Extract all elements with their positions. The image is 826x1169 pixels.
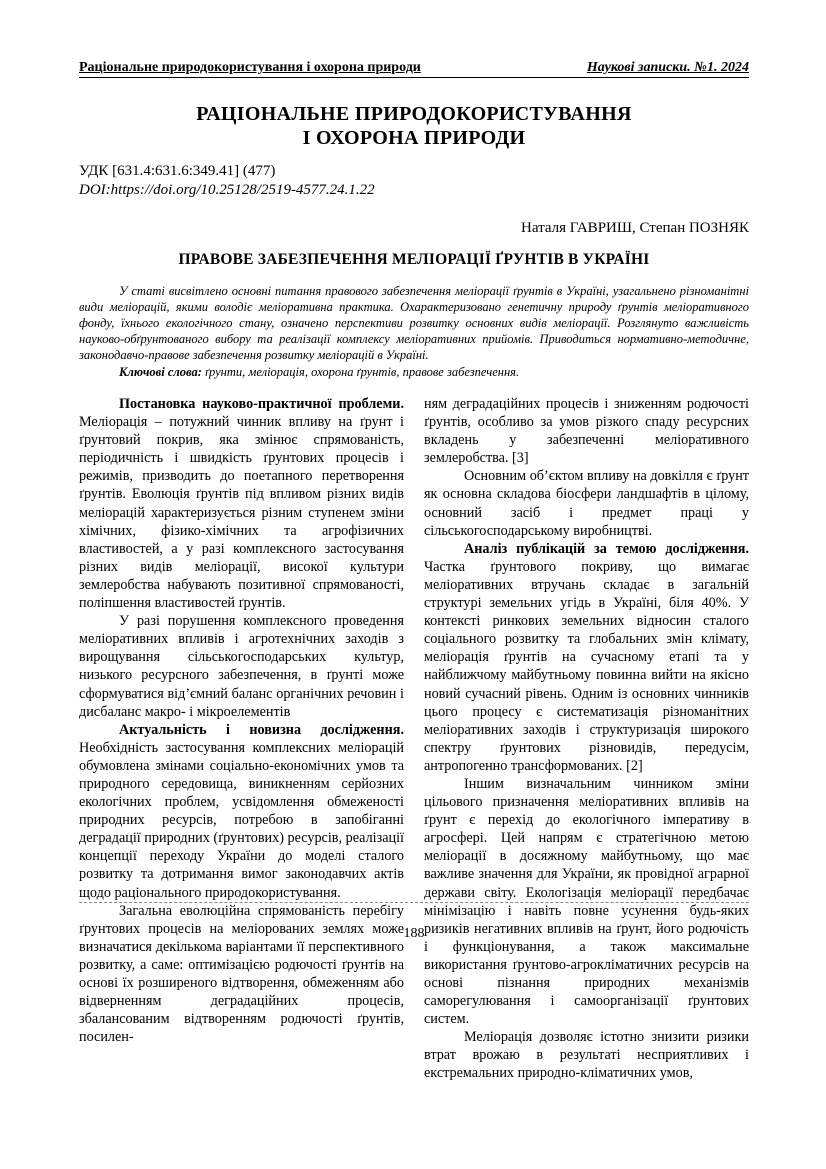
paragraph: [79, 395, 404, 612]
doi-link[interactable]: DOI:https://doi.org/10.25128/2519-4577.24.1.22: [79, 182, 375, 198]
paragraph: Іншим визначальним чинником зміни цільового призначення меліоративних впливів на ґрунт є перехід до екологічного імперативу в агросфері. Цей напрям є стратегічною метою меліорації в досяжному майбутньому, що має важливе значення для України, як провідної аграрної держави світу. Екологізація меліорації передбачає мінімізацію і навіть повне усунення будь-яких ризиків негативних впливів на ґрунт, його родючість і функціонування, а також максимальне використання ґрунтово-агрокліматичних ресурсів на основі пізнання природних механізмів саморегулювання і самоорганізації ґрунтових систем.: [424, 775, 749, 1028]
section-title: [79, 102, 749, 150]
paragraph: [79, 721, 404, 902]
paragraph-text: Меліорація – потужний чинник впливу на ґрунт і ґрунтовий покрив, яка змінює спрямованість, періодичність і швидкість ґрунтових процесів і режимів, призводить до поетапного перетворення ґрунтів. Еволюція ґрунтів під впливом різних видів меліорацій характеризується різним ступенем зміни хімічних, фізико-хімічних та агрофізичних властивостей, а у разі комплексного застосування різних видів меліорації, високої культури землеробства набувають позитивної спрямованості, поліпшення властивостей ґрунтів.: [79, 414, 404, 612]
header-journal-issue: Наукові записки. №1. 2024: [586, 60, 749, 75]
abstract: У статі висвітлено основні питання правового забезпечення меліорації ґрунтів в Україні, узагальнено різноманітні види меліорацій, якими володіє меліоративна практика. Охарактеризовано генетичну природу ґрунтів меліоративного фонду, їхнього екологічного стану, означено перспективи розвитку основних видів меліорації. Розглянуто важливість науково-обґрунтованого вибору та реалізації комплексу меліоративних прийомів. Приводиться нормативно-методичне, законодавчо-правове забезпечення розвитку меліорацій в Україні.: [79, 284, 749, 362]
section-title-line1: РАЦІОНАЛЬНЕ ПРИРОДОКОРИСТУВАННЯ: [196, 103, 632, 125]
paragraph-heading: Аналіз публікацій за темою дослідження.: [464, 540, 749, 557]
paragraph: У разі порушення комплексного проведення меліоративних впливів і агротехнічних заходів з вирощування сільськогосподарських культур, низького ресурсного забезпечення, в ґрунті може сформуватися від’ємний баланс органічних речовин і дисбаланс макро- і мікроелементів: [79, 613, 404, 720]
paragraph-heading: Актуальність і новизна дослідження.: [119, 721, 404, 738]
header-journal-section: Раціональне природокористування і охорона природи: [79, 60, 421, 75]
article-title: ПРАВОВЕ ЗАБЕЗПЕЧЕННЯ МЕЛІОРАЦІЇ ҐРУНТІВ В УКРАЇНІ: [178, 251, 650, 268]
keywords: [79, 364, 749, 380]
paragraph-heading: Постановка науково-практичної проблеми.: [119, 396, 404, 412]
body-columns: [79, 395, 749, 1083]
running-header: [79, 56, 749, 78]
udk: УДК [631.4:631.6:349.41] (477): [79, 163, 276, 179]
paper-page: [79, 56, 749, 1146]
paragraph-text: Необхідність застосування комплексних меліорацій обумовлена змінами соціально-економічних умов та природного середовища, виникненням серйозних екологічних проблем, усвідомлення обмеженості природних ресурсів, потребою в запобіганні деградації природних (ґрунтових) ресурсів, реалізації концепції переходу України до моделі сталого розвитку та дотримання вимог законодавчих актів щодо раціонального природокористування.: [79, 739, 404, 901]
authors: Наталя ГАВРИШ, Степан ПОЗНЯК: [521, 220, 749, 236]
paragraph: Меліорація дозволяє істотно знизити ризики втрат врожаю в результаті несприятливих і екстремальних природно-кліматичних умов,: [424, 1029, 749, 1082]
section-title-line2: І ОХОРОНА ПРИРОДИ: [302, 127, 526, 149]
left-column: [79, 395, 404, 1083]
footer-divider: [79, 902, 749, 903]
paragraph: Основним об’єктом впливу на довкілля є ґрунт як основна складова біосфери ландшафтів в цілому, основний засіб і предмет праці у сільськогосподарському виробництві.: [424, 468, 749, 539]
keywords-label: Ключові слова:: [119, 365, 202, 379]
paragraph-text: Частка ґрунтового покриву, що вимагає меліоративних втручань складає в загальній структурі земельних угідь в Україні, біля 40%. У контексті ринкових земельних відносин сталого соціального розвитку та глобальних змін клімату, меліорація ґрунтів на сучасному етапі та у найближчому майбутньому повинна вийти на якісно новий сучасний рівень. Одним із основних чинників цього процесу є систематизація різноманітних меліоративних заходів і структуризація широкого спектру ґрунтових різновидів, передусім, антропогенно трансформованих. [2]: [424, 558, 749, 774]
paragraph: [424, 540, 749, 775]
keywords-text: ґрунти, меліорація, охорона ґрунтів, правове забезпечення.: [201, 365, 520, 379]
right-column: [424, 395, 749, 1083]
paragraph: ням деградаційних процесів і зниженням родючості ґрунтів, особливо за умов різкого спаду ресурсних вкладень у забезпеченні меліоративного землеробства. [3]: [424, 396, 749, 467]
paragraph: Загальна еволюційна спрямованість перебігу ґрунтових процесів на меліорованих землях може визначатися декількома варіантами її перспективного розвитку, а саме: оптимізацією родючості ґрунтів на основі їх розширеного відтворення, обмеженням або відверненням деградаційних процесів, збалансованим відтворенням родючості ґрунтів, посилен-: [79, 902, 404, 1046]
article-meta: [79, 162, 749, 200]
page-number: 188: [403, 926, 425, 941]
